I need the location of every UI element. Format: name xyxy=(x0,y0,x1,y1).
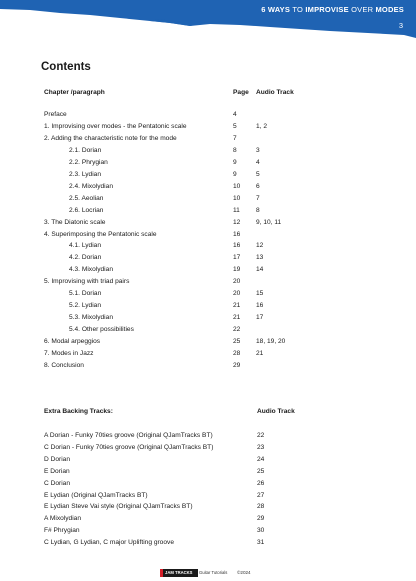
toc-row xyxy=(0,326,416,337)
toc-row xyxy=(0,278,416,289)
toc-page: 9 xyxy=(233,158,237,166)
toc-row xyxy=(0,195,416,206)
toc-page: 11 xyxy=(233,206,240,214)
toc-row xyxy=(0,207,416,218)
copyright: ©2024 xyxy=(237,570,251,575)
backing-track-row xyxy=(0,456,416,467)
toc-page: 16 xyxy=(233,230,241,238)
toc-row xyxy=(0,219,416,230)
backing-track-number: 22 xyxy=(257,432,265,439)
backing-track-number: 25 xyxy=(257,467,265,475)
backing-track-title: F# Phrygian xyxy=(44,527,80,535)
toc-page: 20 xyxy=(233,290,241,298)
toc-title: 2. Adding the characteristic note for the mode xyxy=(44,134,177,142)
toc-audio-track: 21 xyxy=(256,350,264,357)
toc-audio-track: 4 xyxy=(256,158,260,166)
toc-row xyxy=(0,314,416,325)
logo-accent xyxy=(160,569,163,577)
toc-header-page: Page xyxy=(233,89,249,96)
toc-audio-track: 12 xyxy=(256,242,264,250)
backing-track-number: 29 xyxy=(257,515,265,523)
toc-title: 2.1. Dorian xyxy=(69,146,102,154)
toc-audio-track: 9, 10, 11 xyxy=(256,218,282,226)
toc-title: 4.2. Dorian xyxy=(69,254,102,262)
backing-track-title: D Dorian xyxy=(44,455,71,463)
toc-page: 7 xyxy=(233,134,237,142)
document-title: 6 WAYS TO IMPROVISE OVER MODES xyxy=(261,5,404,14)
toc-page: 12 xyxy=(233,218,241,226)
toc-page: 10 xyxy=(233,182,241,190)
backing-track-title: C Dorian xyxy=(44,479,71,487)
toc-audio-track: 18, 19, 20 xyxy=(256,338,286,346)
backing-track-row xyxy=(0,432,416,443)
toc-title: 2.3. Lydian xyxy=(69,170,102,178)
toc-header-chapter: Chapter /paragraph xyxy=(44,89,105,96)
toc-row xyxy=(0,135,416,146)
toc-row xyxy=(0,242,416,253)
backing-track-number: 30 xyxy=(257,527,265,535)
toc-audio-track: 7 xyxy=(256,194,260,202)
backing-track-title: E Lydian (Original QJamTracks BT) xyxy=(44,491,148,499)
toc-page: 16 xyxy=(233,242,241,250)
toc-title: 6. Modal arpeggios xyxy=(44,338,101,346)
backing-track-number: 27 xyxy=(257,491,265,499)
page-number: 3 xyxy=(398,21,403,30)
toc-title: 3. The Diatonic scale xyxy=(44,218,106,226)
toc-page: 21 xyxy=(233,302,241,310)
backing-track-number: 31 xyxy=(257,539,265,547)
backing-track-row xyxy=(0,444,416,455)
toc-audio-track: 16 xyxy=(256,302,264,310)
toc-title: 2.5. Aeolian xyxy=(69,194,104,202)
toc-title: 5.3. Mixolydian xyxy=(69,314,113,322)
toc-page: 9 xyxy=(233,170,237,178)
toc-title: 2.2. Phrygian xyxy=(69,158,108,166)
backing-track-title: E Lydian Steve Vai style (Original QJamTracks BT) xyxy=(44,503,193,511)
backing-track-row xyxy=(0,503,416,514)
toc-page: 19 xyxy=(233,266,241,274)
jamtracks-logo xyxy=(160,569,198,577)
toc-page: 5 xyxy=(233,122,237,130)
toc-row xyxy=(0,290,416,301)
toc-title: 2.6. Locrian xyxy=(69,206,104,214)
toc-title: 7. Modes in Jazz xyxy=(44,350,94,357)
backing-track-number: 23 xyxy=(257,443,265,451)
toc-audio-track: 15 xyxy=(256,290,264,298)
backing-track-number: 26 xyxy=(257,479,265,487)
toc-title: 5.2. Lydian xyxy=(69,302,102,310)
toc-row xyxy=(0,302,416,313)
toc-page: 17 xyxy=(233,254,241,262)
toc-row xyxy=(0,183,416,194)
toc-title: 5.1. Dorian xyxy=(69,290,102,298)
header-banner xyxy=(0,0,416,40)
toc-title: 1. Improvising over modes - the Pentatonic scale xyxy=(44,122,187,130)
footer xyxy=(0,569,416,579)
toc-page: 25 xyxy=(233,338,241,346)
backing-track-row xyxy=(0,480,416,491)
toc-audio-track: 17 xyxy=(256,314,264,322)
toc-audio-track: 1, 2 xyxy=(256,122,267,130)
toc-title: 4.1. Lydian xyxy=(69,242,102,250)
toc-row xyxy=(0,338,416,349)
backing-track-title: C Lydian, G Lydian, C major Uplifting groove xyxy=(44,539,174,547)
backing-track-title: A Mixolydian xyxy=(44,515,82,523)
backing-track-row xyxy=(0,515,416,526)
toc-row xyxy=(0,350,416,361)
backing-track-title: E Dorian xyxy=(44,467,70,475)
toc-title: 8. Conclusion xyxy=(44,361,84,369)
logo-subtitle: Guitar Tutorials xyxy=(199,570,228,575)
backing-track-row xyxy=(0,468,416,479)
toc-row xyxy=(0,147,416,158)
page-title: Contents xyxy=(41,61,91,73)
toc-title: 5. Improvising with triad pairs xyxy=(44,278,130,286)
toc-page: 22 xyxy=(233,326,241,334)
backing-track-number: 24 xyxy=(257,455,265,463)
toc-page: 29 xyxy=(233,361,241,369)
toc-audio-track: 14 xyxy=(256,266,264,274)
logo-text: JAM TRACKS xyxy=(165,570,193,575)
toc-row xyxy=(0,362,416,373)
backing-track-row xyxy=(0,527,416,538)
toc-page: 4 xyxy=(233,111,237,118)
toc-row xyxy=(0,171,416,182)
toc-row xyxy=(0,111,416,122)
toc-row xyxy=(0,266,416,277)
backing-track-number: 28 xyxy=(257,503,265,511)
toc-row xyxy=(0,231,416,242)
toc-page: 8 xyxy=(233,146,237,154)
backing-track-title: C Dorian - Funky 70ties groove (Original QJamTracks BT) xyxy=(44,443,214,451)
toc-audio-track: 5 xyxy=(256,170,260,178)
toc-page: 10 xyxy=(233,194,241,202)
toc-page: 21 xyxy=(233,314,241,322)
backing-track-row xyxy=(0,492,416,503)
toc-page: 20 xyxy=(233,278,241,286)
toc-row xyxy=(0,159,416,170)
toc-title: 2.4. Mixolydian xyxy=(69,182,113,190)
toc-header-audio: Audio Track xyxy=(256,89,294,96)
toc-row xyxy=(0,254,416,265)
toc-audio-track: 8 xyxy=(256,206,260,214)
toc-title: 4.3. Mixolydian xyxy=(69,266,113,274)
backing-track-title: A Dorian - Funky 70ties groove (Original QJamTracks BT) xyxy=(44,432,213,439)
backing-tracks-header: Extra Backing Tracks: xyxy=(44,408,113,415)
toc-audio-track: 13 xyxy=(256,254,264,262)
toc-title: Preface xyxy=(44,111,67,118)
toc-title: 5.4. Other possibilities xyxy=(69,326,134,334)
toc-page: 28 xyxy=(233,350,241,357)
backing-tracks-audio-header: Audio Track xyxy=(257,408,295,415)
toc-audio-track: 6 xyxy=(256,182,260,190)
toc-title: 4. Superimposing the Pentatonic scale xyxy=(44,230,157,238)
toc-row xyxy=(0,123,416,134)
toc-audio-track: 3 xyxy=(256,146,260,154)
backing-track-row xyxy=(0,539,416,550)
